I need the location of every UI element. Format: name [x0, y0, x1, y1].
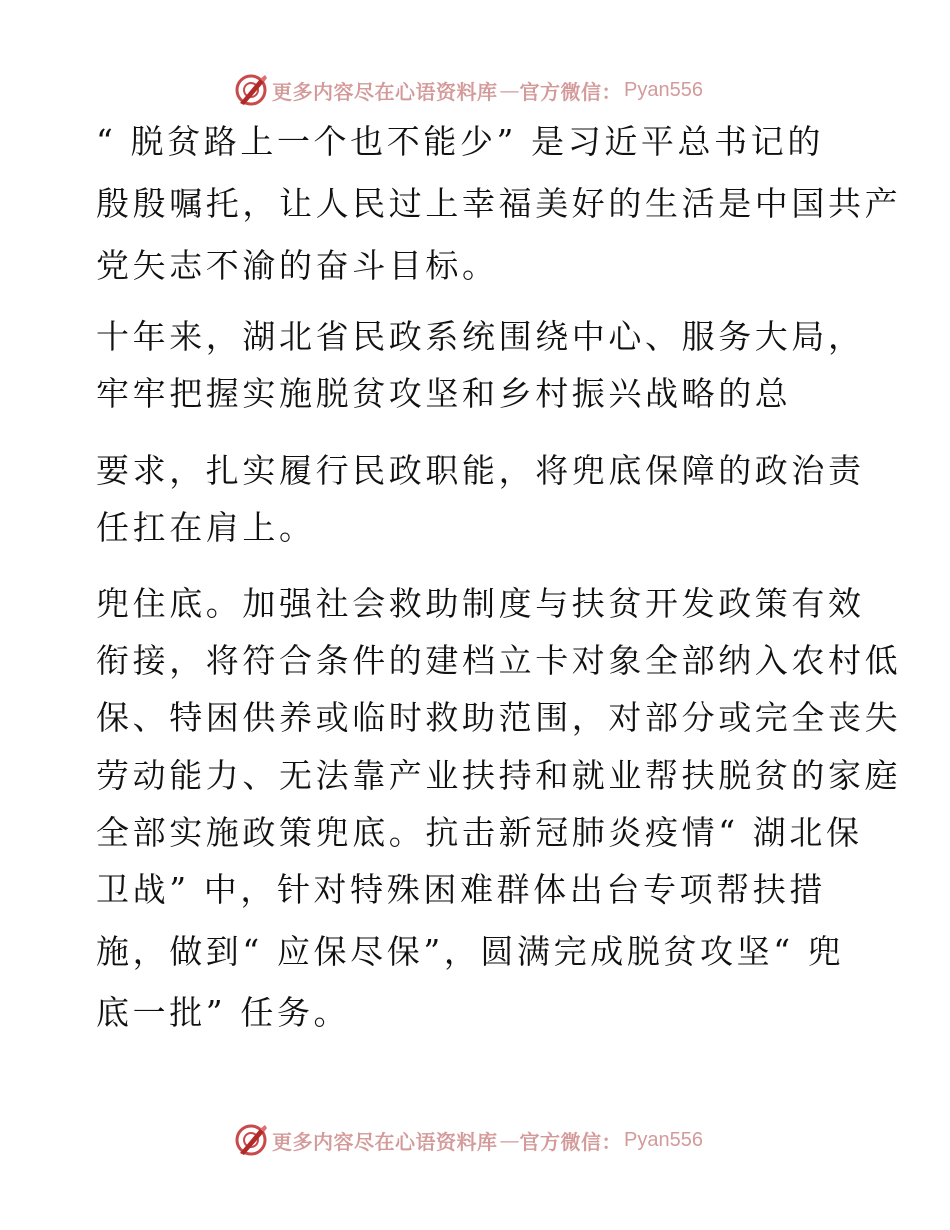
- text-line: 任扛在肩上。: [96, 508, 316, 547]
- watermark-separator: —: [499, 1128, 520, 1152]
- watermark-text: 更多内容尽在心语资料库: [272, 79, 498, 104]
- text-line: 施，做到“ 应保尽保”，圆满完成脱贫攻坚“ 兜: [96, 932, 845, 971]
- pen-logo-icon: [234, 1123, 268, 1157]
- watermark-label: 官方微信：: [519, 79, 622, 104]
- text-line: 底一批” 任务。: [96, 993, 351, 1032]
- text-line: “ 脱贫路上一个也不能少” 是习近平总书记的: [96, 122, 824, 161]
- footer-watermark: [234, 1123, 703, 1157]
- text-line: 卫战” 中，针对特殊困难群体出台专项帮扶措: [96, 870, 826, 909]
- text-line: 衔接，将符合条件的建档立卡对象全部纳入农村低: [96, 641, 902, 680]
- text-line: 牢牢把握实施脱贫攻坚和乡村振兴战略的总: [96, 374, 792, 413]
- text-line: 保、特困供养或临时救助范围，对部分或完全丧失: [96, 698, 902, 737]
- text-line: 要求，扎实履行民政职能，将兜底保障的政治责: [96, 451, 865, 490]
- text-line: 殷殷嘱托，让人民过上幸福美好的生活是中国共产: [96, 184, 902, 223]
- text-line: 劳动能力、无法靠产业扶持和就业帮扶脱贫的家庭: [96, 756, 902, 795]
- watermark-handle: Pyan556: [624, 1128, 703, 1151]
- text-line: 十年来，湖北省民政系统围绕中心、服务大局，: [96, 317, 865, 356]
- watermark-text: 更多内容尽在心语资料库: [272, 1129, 498, 1154]
- text-line: 兜住底。加强社会救助制度与扶贫开发政策有效: [96, 584, 865, 623]
- pen-logo-icon: [234, 73, 268, 107]
- text-line: 党矢志不渝的奋斗目标。: [96, 246, 499, 285]
- watermark-label: 官方微信：: [519, 1129, 622, 1154]
- watermark-handle: Pyan556: [624, 78, 703, 101]
- watermark-separator: —: [499, 78, 520, 102]
- text-line: 全部实施政策兜底。抗击新冠肺炎疫情“ 湖北保: [96, 813, 863, 852]
- header-watermark: [234, 73, 703, 107]
